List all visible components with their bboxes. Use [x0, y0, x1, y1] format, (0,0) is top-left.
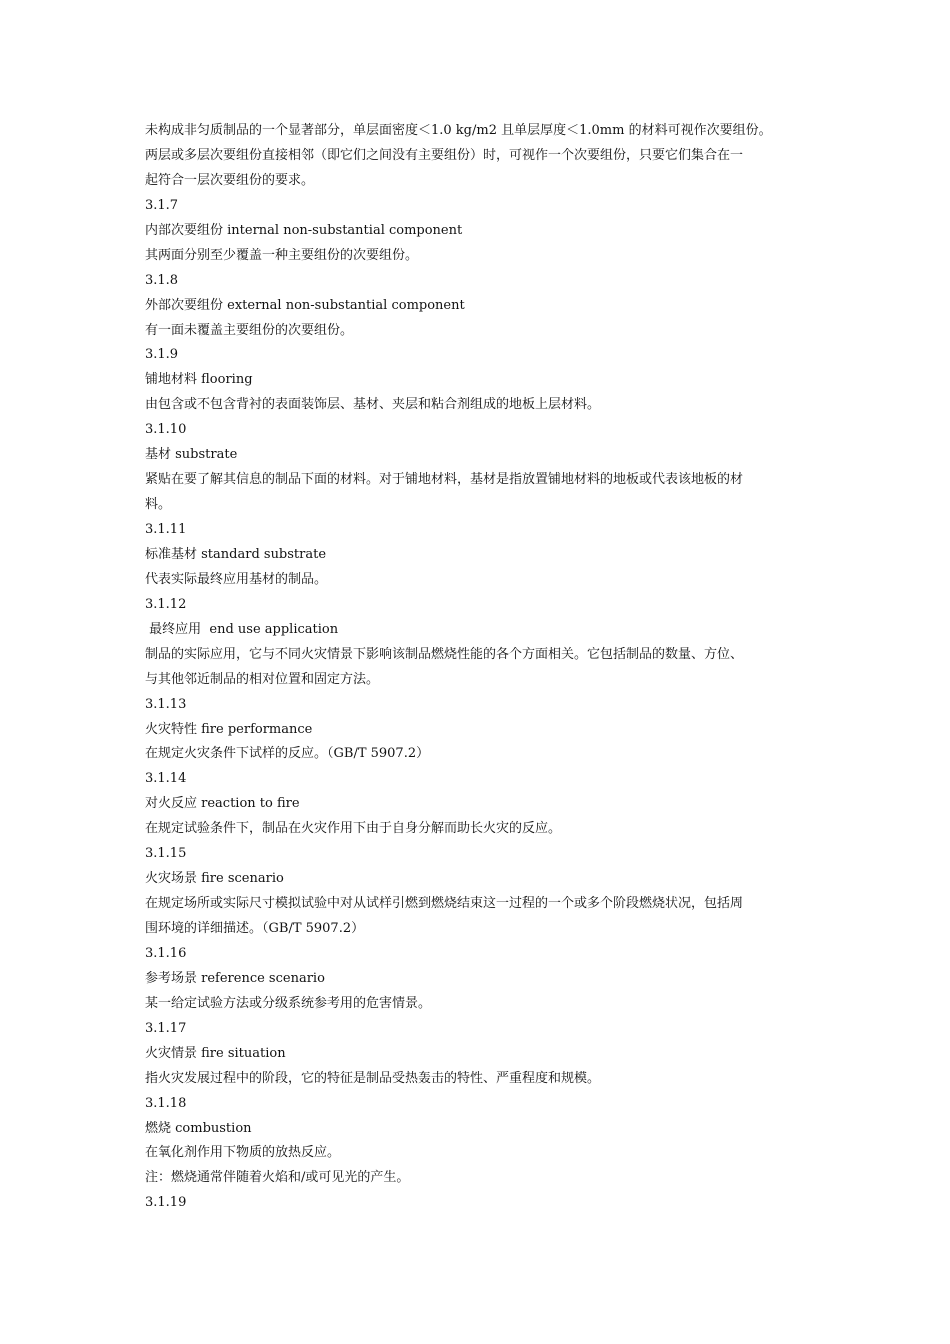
- section-number: 3.1.11: [145, 522, 187, 537]
- term-heading: 最终应用 end use application: [145, 621, 339, 637]
- term-heading: 内部次要组份 internal non-substantial component: [145, 222, 463, 238]
- term-definition: 在规定场所或实际尺寸模拟试验中对从试样引燃到燃烧结束这一过程的一个或多个阶段燃烧状况，包括周: [145, 896, 744, 912]
- term-definition: 有一面未覆盖主要组份的次要组份。: [145, 322, 354, 338]
- term-heading: 火灾场景 fire scenario: [145, 871, 284, 887]
- note-line: 注：燃烧通常伴随着火焰和/或可见光的产生。: [145, 1170, 410, 1186]
- section-number: 3.1.15: [145, 846, 187, 862]
- section-number: 3.1.17: [145, 1020, 187, 1036]
- term-definition: 在规定火灾条件下试样的反应。（GB/T 5907.2）: [145, 746, 430, 762]
- section-number: 3.1.16: [145, 945, 187, 961]
- section-number: 3.1.10: [145, 422, 187, 438]
- section-number: 3.1.12: [145, 596, 187, 612]
- paragraph-line: 未构成非匀质制品的一个显著部分，单层面密度＜1.0 kg/m2 且单层厚度＜1.0mm 的材料可视作次要组份。: [145, 123, 772, 138]
- term-heading: 铺地材料 flooring: [145, 372, 253, 388]
- term-definition: 料。: [145, 497, 172, 513]
- term-definition: 在规定试验条件下，制品在火灾作用下由于自身分解而助长火灾的反应。: [145, 821, 562, 837]
- term-definition: 其两面分别至少覆盖一种主要组份的次要组份。: [145, 247, 419, 263]
- term-heading: 对火反应 reaction to fire: [145, 796, 300, 812]
- term-definition: 指火灾发展过程中的阶段，它的特征是制品受热轰击的特性、严重程度和规模。: [145, 1070, 601, 1086]
- term-definition: 围环境的详细描述。（GB/T 5907.2）: [145, 921, 365, 936]
- term-heading: 燃烧 combustion: [145, 1120, 252, 1136]
- term-definition: 由包含或不包含背衬的表面装饰层、基材、夹层和粘合剂组成的地板上层材料。: [145, 397, 601, 413]
- term-definition: 代表实际最终应用基材的制品。: [145, 571, 328, 587]
- term-definition: 在氧化剂作用下物质的放热反应。: [145, 1145, 341, 1161]
- document-body: [145, 119, 810, 1216]
- term-heading: 火灾特性 fire performance: [145, 721, 313, 737]
- term-heading: 火灾情景 fire situation: [145, 1045, 286, 1061]
- term-heading: 外部次要组份 external non-substantial component: [145, 297, 465, 313]
- term-heading: 基材 substrate: [145, 447, 238, 463]
- section-number: 3.1.13: [145, 696, 187, 712]
- term-definition: 紧贴在要了解其信息的制品下面的材料。对于铺地材料，基材是指放置铺地材料的地板或代表该地板的材: [145, 472, 744, 488]
- term-definition: 制品的实际应用，它与不同火灾情景下影响该制品燃烧性能的各个方面相关。它包括制品的数量、方位、: [145, 646, 744, 662]
- section-number: 3.1.9: [145, 347, 179, 363]
- paragraph-line: 起符合一层次要组份的要求。: [145, 172, 315, 188]
- section-number: 3.1.14: [145, 771, 187, 787]
- paragraph-line: 两层或多层次要组份直接相邻（即它们之间没有主要组份）时，可视作一个次要组份，只要它们集合在一: [145, 147, 744, 163]
- term-definition: 某一给定试验方法或分级系统参考用的危害情景。: [145, 995, 432, 1011]
- section-number: 3.1.19: [145, 1195, 187, 1211]
- section-number: 3.1.7: [145, 197, 179, 213]
- section-number: 3.1.8: [145, 272, 179, 288]
- term-heading: 标准基材 standard substrate: [145, 546, 327, 562]
- term-heading: 参考场景 reference scenario: [145, 970, 325, 986]
- term-definition: 与其他邻近制品的相对位置和固定方法。: [145, 671, 380, 687]
- section-number: 3.1.18: [145, 1095, 187, 1111]
